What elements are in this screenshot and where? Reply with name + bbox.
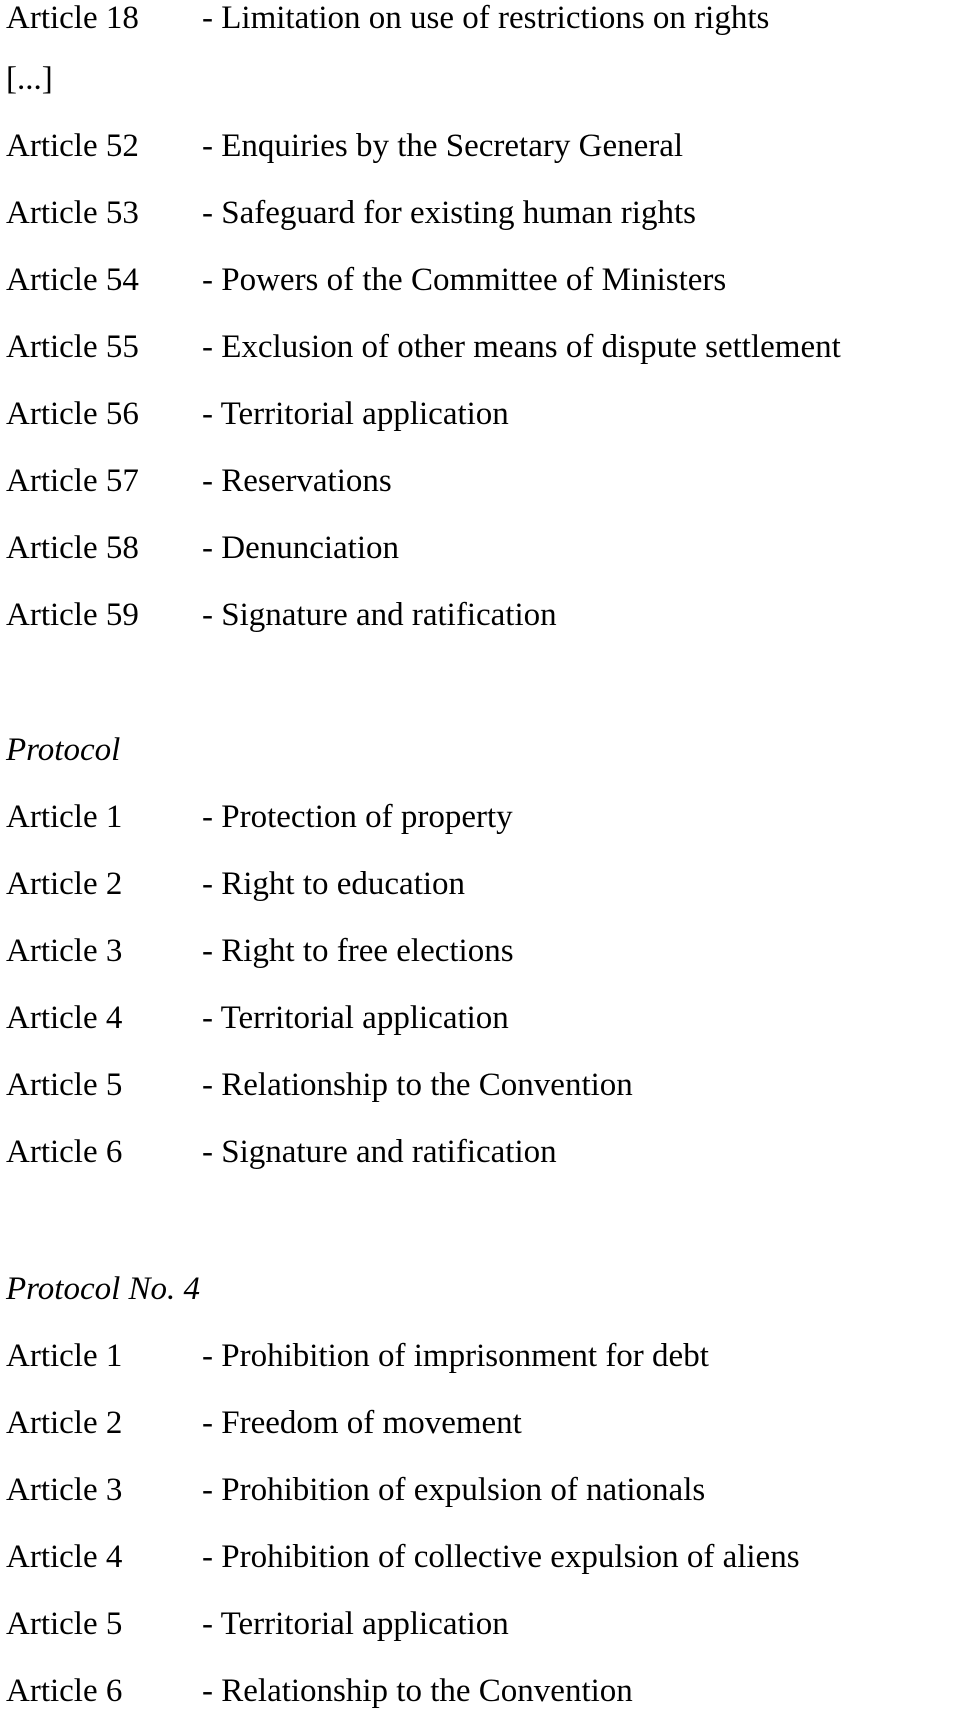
article-number: Article 4 — [6, 1000, 123, 1036]
article-title: - Right to free elections — [202, 933, 514, 969]
article-title: - Exclusion of other means of dispute settlement — [202, 329, 841, 365]
protocol-heading: Protocol — [6, 732, 121, 768]
protocol-no-4-heading: Protocol No. 4 — [6, 1271, 201, 1307]
article-number: Article 4 — [6, 1539, 123, 1575]
article-title: - Powers of the Committee of Ministers — [202, 262, 727, 298]
article-number: Article 3 — [6, 1472, 123, 1508]
article-number: Article 2 — [6, 1405, 123, 1441]
article-number: Article 56 — [6, 396, 139, 432]
article-number: Article 5 — [6, 1606, 123, 1642]
article-number: Article 5 — [6, 1067, 123, 1103]
article-title: - Relationship to the Convention — [202, 1673, 633, 1709]
article-number: Article 55 — [6, 329, 139, 365]
article-number: Article 2 — [6, 866, 123, 902]
article-number: Article 52 — [6, 128, 139, 164]
article-number: Article 6 — [6, 1673, 123, 1709]
article-title: - Limitation on use of restrictions on rights — [202, 0, 770, 36]
article-number: Article 54 — [6, 262, 139, 298]
article-title: - Right to education — [202, 866, 466, 902]
article-title: - Safeguard for existing human rights — [202, 195, 696, 231]
article-title: - Reservations — [202, 463, 392, 499]
article-number: Article 3 — [6, 933, 123, 969]
article-title: - Signature and ratification — [202, 1134, 557, 1170]
article-title: - Territorial application — [202, 1606, 509, 1642]
article-title: - Denunciation — [202, 530, 400, 566]
article-title: - Prohibition of collective expulsion of aliens — [202, 1539, 800, 1575]
article-number: Article 6 — [6, 1134, 123, 1170]
article-title: - Territorial application — [202, 396, 509, 432]
article-number: Article 1 — [6, 1338, 123, 1374]
article-title: - Relationship to the Convention — [202, 1067, 633, 1103]
article-title: - Prohibition of imprisonment for debt — [202, 1338, 709, 1374]
omission-marker: [...] — [6, 61, 53, 97]
article-title: - Enquiries by the Secretary General — [202, 128, 684, 164]
article-number: Article 57 — [6, 463, 139, 499]
article-title: - Signature and ratification — [202, 597, 557, 633]
article-number: Article 53 — [6, 195, 139, 231]
article-number: Article 18 — [6, 0, 139, 36]
article-title: - Territorial application — [202, 1000, 509, 1036]
article-title: - Freedom of movement — [202, 1405, 522, 1441]
article-number: Article 1 — [6, 799, 123, 835]
article-title: - Prohibition of expulsion of nationals — [202, 1472, 706, 1508]
article-title: - Protection of property — [202, 799, 513, 835]
article-number: Article 59 — [6, 597, 139, 633]
article-number: Article 58 — [6, 530, 139, 566]
